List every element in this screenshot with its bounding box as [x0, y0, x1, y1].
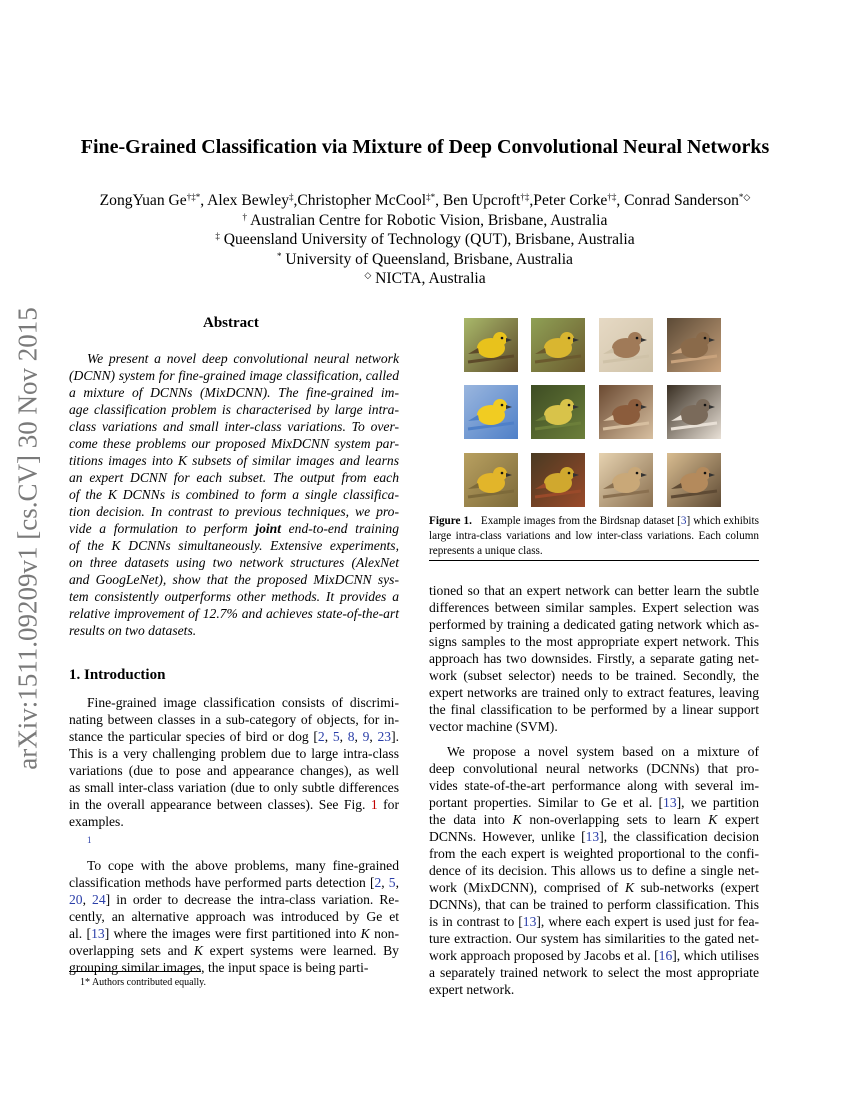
text-line: in the overall appearance between classes). See Fig. 1 for [69, 797, 400, 812]
paragraph [69, 857, 399, 976]
paragraph [429, 743, 759, 998]
abstract-body [69, 350, 399, 639]
text-line: on three datasets using two network structures (AlexNet [69, 555, 399, 570]
bird-photo [531, 318, 585, 372]
text-line: tem consistently outperforms other methods. It provides a [69, 589, 399, 604]
bird-icon [531, 385, 585, 439]
author-name: Conrad Sanderson [624, 192, 739, 209]
bird-icon [599, 453, 653, 507]
text-line: nating between classes in a sub-category of objects, for in- [69, 712, 399, 727]
bird-icon [667, 453, 721, 507]
text-line: of the K DCNNs simultaneously. Extensive experiments, [69, 538, 400, 553]
bird-photo [599, 453, 653, 507]
text-line: vector machine (SVM). [429, 719, 558, 734]
arxiv-stamp [2, 288, 54, 788]
bird-icon [599, 385, 653, 439]
text-line: age classification problem is characterised by large intra- [69, 402, 399, 417]
text-line: of the K DCNNs is combined to form a single classifica- [69, 487, 399, 502]
bird-icon [531, 318, 585, 372]
bird-icon [599, 318, 653, 372]
text-line: (DCNN) system for fine-grained image classification, called [69, 368, 399, 383]
affiliation: ‡ Queensland University of Technology (QUT), Brisbane, Australia [215, 231, 635, 248]
affiliation: ◇ NICTA, Australia [364, 270, 486, 287]
text-line: This is a very challenging problem due to large intra-class [69, 746, 399, 761]
text-line: grouping similar images, the input space is being parti- [69, 960, 369, 975]
text-line: expert network. [429, 982, 515, 997]
paragraph [429, 582, 759, 735]
text-line: cently, an alternative approach was introduced by Ge et [69, 909, 399, 924]
text-line: We present a novel deep convolutional neural network [87, 351, 399, 366]
author-marks: ‡ [289, 192, 294, 202]
text-line: DCNNs. However, unlike [13], the classification decision [429, 829, 759, 844]
text-line: Fine-grained image classification consists of discrimi- [87, 695, 399, 710]
text-line: dence of its decision. This allows us to define a single net- [429, 863, 759, 878]
bird-photo [667, 453, 721, 507]
bird-photo [464, 318, 518, 372]
figure-1-bird-grid [464, 318, 724, 510]
text-line: deep convolutional neural networks (DCNNs) that pro- [429, 761, 759, 776]
footnote: 1* Authors contributed equally. [80, 977, 206, 988]
paragraph [69, 694, 399, 830]
affiliation: * University of Queensland, Brisbane, Australia [277, 250, 573, 268]
text-line: results on two datasets. [69, 623, 197, 638]
text-line: vides state-of-the-art performance along with several im- [429, 778, 759, 793]
bird-photo [599, 385, 653, 439]
bird-photo [464, 385, 518, 439]
text-line: titions images into K subsets of similar images and learns [69, 453, 399, 468]
bird-photo [531, 453, 585, 507]
right-column-body [429, 582, 759, 1006]
bird-photo [531, 385, 585, 439]
text-line: work (MixDCNN), comprised of K sub-networks (expert [429, 880, 759, 895]
text-line: expert networks are trained only to extract features, leaving [429, 685, 759, 700]
text-line: overlapping sets and K expert systems were learned. By [69, 943, 399, 958]
bird-photo [599, 318, 653, 372]
author-name: Ben Upcroft [442, 192, 521, 209]
bird-icon [531, 453, 585, 507]
paper-title: Fine-Grained Classification via Mixture of Deep Convolutional Neural Networks [80, 136, 770, 158]
text-line: the data into K non-overlapping sets to learn K expert [429, 812, 759, 827]
caption-rule [429, 560, 759, 561]
text-line: work (subset selector) needs to be trained. Secondly, the [429, 668, 759, 683]
text-line: stance the particular species of bird or dog [2, 5, 8, 9, 23]. [69, 729, 400, 744]
text-line: differences between similar samples. Expert selection was [429, 600, 759, 615]
introduction-body [69, 694, 399, 984]
text-line: portant properties. Similar to Ge et al. [13], we partition [429, 795, 759, 810]
text-line: come these problems our proposed MixDCNN system par- [69, 436, 399, 451]
text-line: vide a formulation to perform joint end-to-end training [69, 521, 399, 536]
bird-icon [667, 385, 721, 439]
text-line: work approach proposed by Jacobs et al. [16], which utilises [429, 948, 759, 963]
footnote-marker[interactable]: 1 [87, 835, 92, 845]
author-name: ZongYuan Ge [99, 192, 187, 209]
footnote-rule [69, 971, 201, 972]
text-line: examples. [69, 814, 124, 829]
abstract-heading: Abstract [203, 315, 259, 331]
text-line: DCNNs), that can be trained to perform classification. This [429, 897, 759, 912]
bird-photo [667, 318, 721, 372]
author-marks: †‡ [607, 192, 617, 202]
text-line: al. [13] where the images were first partitioned into K non- [69, 926, 399, 941]
bird-photo [464, 453, 518, 507]
figure-caption [429, 514, 759, 560]
author-marks: †‡* [186, 192, 201, 202]
text-line: a separately trained network to select the most appropriate [429, 965, 759, 980]
text-line: ture extraction. Our system has similarities to the gated net- [429, 931, 759, 946]
author-list: ZongYuan Ge†‡*, Alex Bewley‡,Christopher McCool‡*, Ben Upcroft†‡,Peter Corke†‡, Conrad Sanderson*◇ [99, 192, 751, 209]
text-line: classification methods have performed parts detection [2, 5, [69, 875, 399, 890]
text-line: tioned so that an expert network can better learn the subtle [429, 583, 759, 598]
author-name: Peter Corke [533, 192, 608, 209]
text-line: 20, 24] in order to decrease the intra-class variation. Re- [69, 892, 399, 907]
figure-caption-text: Example images from the Birdsnap dataset [3] which exhibits large intra-class variations and low inter-class variations. Each column represents a unique class. [429, 515, 759, 558]
text-line: tion decision. In contrast to previous techniques, we pro- [69, 504, 399, 519]
text-line: relative improvement of 12.7% and achieves state-of-the-art [69, 606, 399, 621]
author-block [60, 191, 790, 289]
bird-icon [667, 318, 721, 372]
text-line: the final classification to be performed by a linear support [429, 702, 759, 717]
text-line: and GoogLeNet), show that the proposed MixDCNN sys- [69, 572, 399, 587]
text-line: as small inter-class variation (due to only subtle differences [69, 780, 399, 795]
affiliation-list [60, 211, 790, 289]
figure-caption-label: Figure 1. [429, 515, 472, 527]
bird-icon [464, 385, 518, 439]
author-marks: †‡ [520, 192, 530, 202]
bird-icon [464, 453, 518, 507]
author-marks: *◇ [738, 192, 751, 202]
text-line: To cope with the above problems, many fine-grained [87, 858, 399, 873]
bird-photo [667, 385, 721, 439]
author-marks: ‡* [426, 192, 436, 202]
section-heading-introduction: 1. Introduction [69, 667, 166, 683]
text-line: signs samples to the most appropriate expert network. This [429, 634, 759, 649]
text-line: performed by training a dedicated gating network which as- [429, 617, 759, 632]
text-line: a mixture of DCNNs (MixDCNN). The fine-grained im- [69, 385, 399, 400]
text-line: is in contrast to [13], where each expert is used just for fea- [429, 914, 760, 929]
text-line: variations (due to pose and appearance changes), as well [69, 763, 399, 778]
author-name: Christopher McCool [297, 192, 427, 209]
text-line: class variations and small inter-class variations. To over- [69, 419, 399, 434]
text-line: from the each expert is weighted proportional to the confi- [429, 846, 759, 861]
text-line: approach has two downsides. Firstly, a separate gating net- [429, 651, 759, 666]
author-name: Alex Bewley [207, 192, 289, 209]
affiliation: † Australian Centre for Robotic Vision, Brisbane, Australia [242, 211, 608, 229]
text-line: an expert DCNN for each subset. The output from each [69, 470, 399, 485]
text-line: We propose a novel system based on a mixture of [447, 744, 759, 759]
bird-icon [464, 318, 518, 372]
arxiv-stamp-text: arXiv:1511.09209v1 [cs.CV] 30 Nov 2015 [12, 306, 43, 770]
